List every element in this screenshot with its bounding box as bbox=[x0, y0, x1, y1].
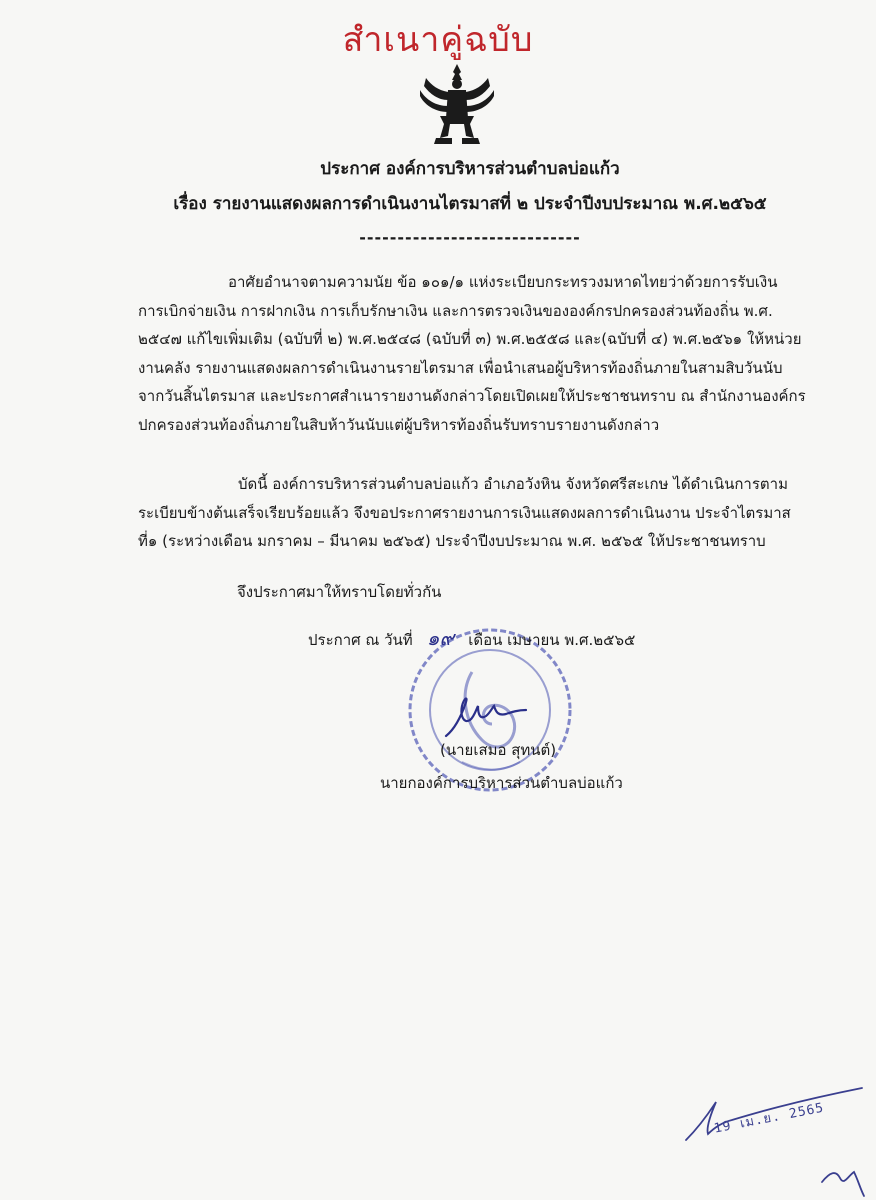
handwritten-signature bbox=[440, 684, 530, 744]
signer-position: นายกองค์การบริหารส่วนตำบลบ่อแก้ว bbox=[380, 774, 623, 792]
receipt-mark bbox=[672, 1080, 872, 1200]
title-separator: ----------------------------- bbox=[359, 228, 581, 247]
announcement-subject: เรื่อง รายงานแสดงผลการดำเนินงานไตรมาสที่ ๒ ประจำปีงบประมาณ พ.ศ.๒๕๖๕ bbox=[173, 194, 767, 214]
body-paragraph-1: อาศัยอำนาจตามความนัย ข้อ ๑๐๑/๑ แห่งระเบียบกระทรวงมหาดไทยว่าด้วยการรับเงิน การเบิกจ่ายเงิน การฝากเงิน การเก็บรักษาเงิน และการตรวจเงินขององค์กรปกครองส่วนท้องถิ่น พ.ศ. ๒๕๔๗ แก้ไขเพิ่มเติม (ฉบับที่ ๒) พ.ศ.๒๕๔๘ (ฉบับที่ ๓) พ.ศ.๒๕๕๘ และ(ฉบับที่ ๔) พ.ศ.๒๕๖๑ ให้หน่วยงานคลัง รายงานแสดงผลการดำเนินงานรายไตรมาส เพื่อนำเสนอผู้บริหารท้องถิ่นภายในสามสิบวันนับจากวันสิ้นไตรมาส และประกาศสำเนารายงานดังกล่าวโดยเปิดเผยให้ประชาชนทราบ ณ สำนักงานองค์กรปกครองส่วนท้องถิ่นภายในสิบห้าวันนับแต่ผู้บริหารท้องถิ่นรับทราบรายงานดังกล่าว bbox=[138, 273, 806, 434]
date-day: ๑๙ bbox=[426, 626, 455, 650]
date-year: พ.ศ.๒๕๖๕ bbox=[564, 631, 636, 649]
announcement-heading: ประกาศ องค์การบริหารส่วนตำบลบ่อแก้ว bbox=[320, 159, 620, 179]
date-month-label: เดือน bbox=[468, 631, 503, 649]
receipt-date: 19 เม.ย. 2565 bbox=[712, 1100, 826, 1137]
copy-stamp: สำเนาคู่ฉบับ bbox=[342, 20, 534, 60]
closing-statement: จึงประกาศมาให้ทราบโดยทั่วกัน bbox=[237, 583, 442, 601]
garuda-emblem-icon bbox=[418, 60, 496, 148]
announcement-date bbox=[308, 622, 635, 654]
body-paragraph-2: บัดนี้ องค์การบริหารส่วนตำบลบ่อแก้ว อำเภอวังหิน จังหวัดศรีสะเกษ ได้ดำเนินการตามระเบียบข้างต้นเสร็จเรียบร้อยแล้ว จึงขอประกาศรายงานการเงินแสดงผลการดำเนินงาน ประจำไตรมาสที่๑ (ระหว่างเดือน มกราคม – มีนาคม ๒๕๖๕) ประจำปีงบประมาณ พ.ศ. ๒๕๖๕ ให้ประชาชนทราบ bbox=[138, 475, 791, 550]
signer-name: (นายเสมอ สุทนต์) bbox=[440, 741, 557, 759]
date-prefix: ประกาศ ณ วันที่ bbox=[308, 631, 413, 649]
date-month: เมษายน bbox=[507, 631, 560, 649]
